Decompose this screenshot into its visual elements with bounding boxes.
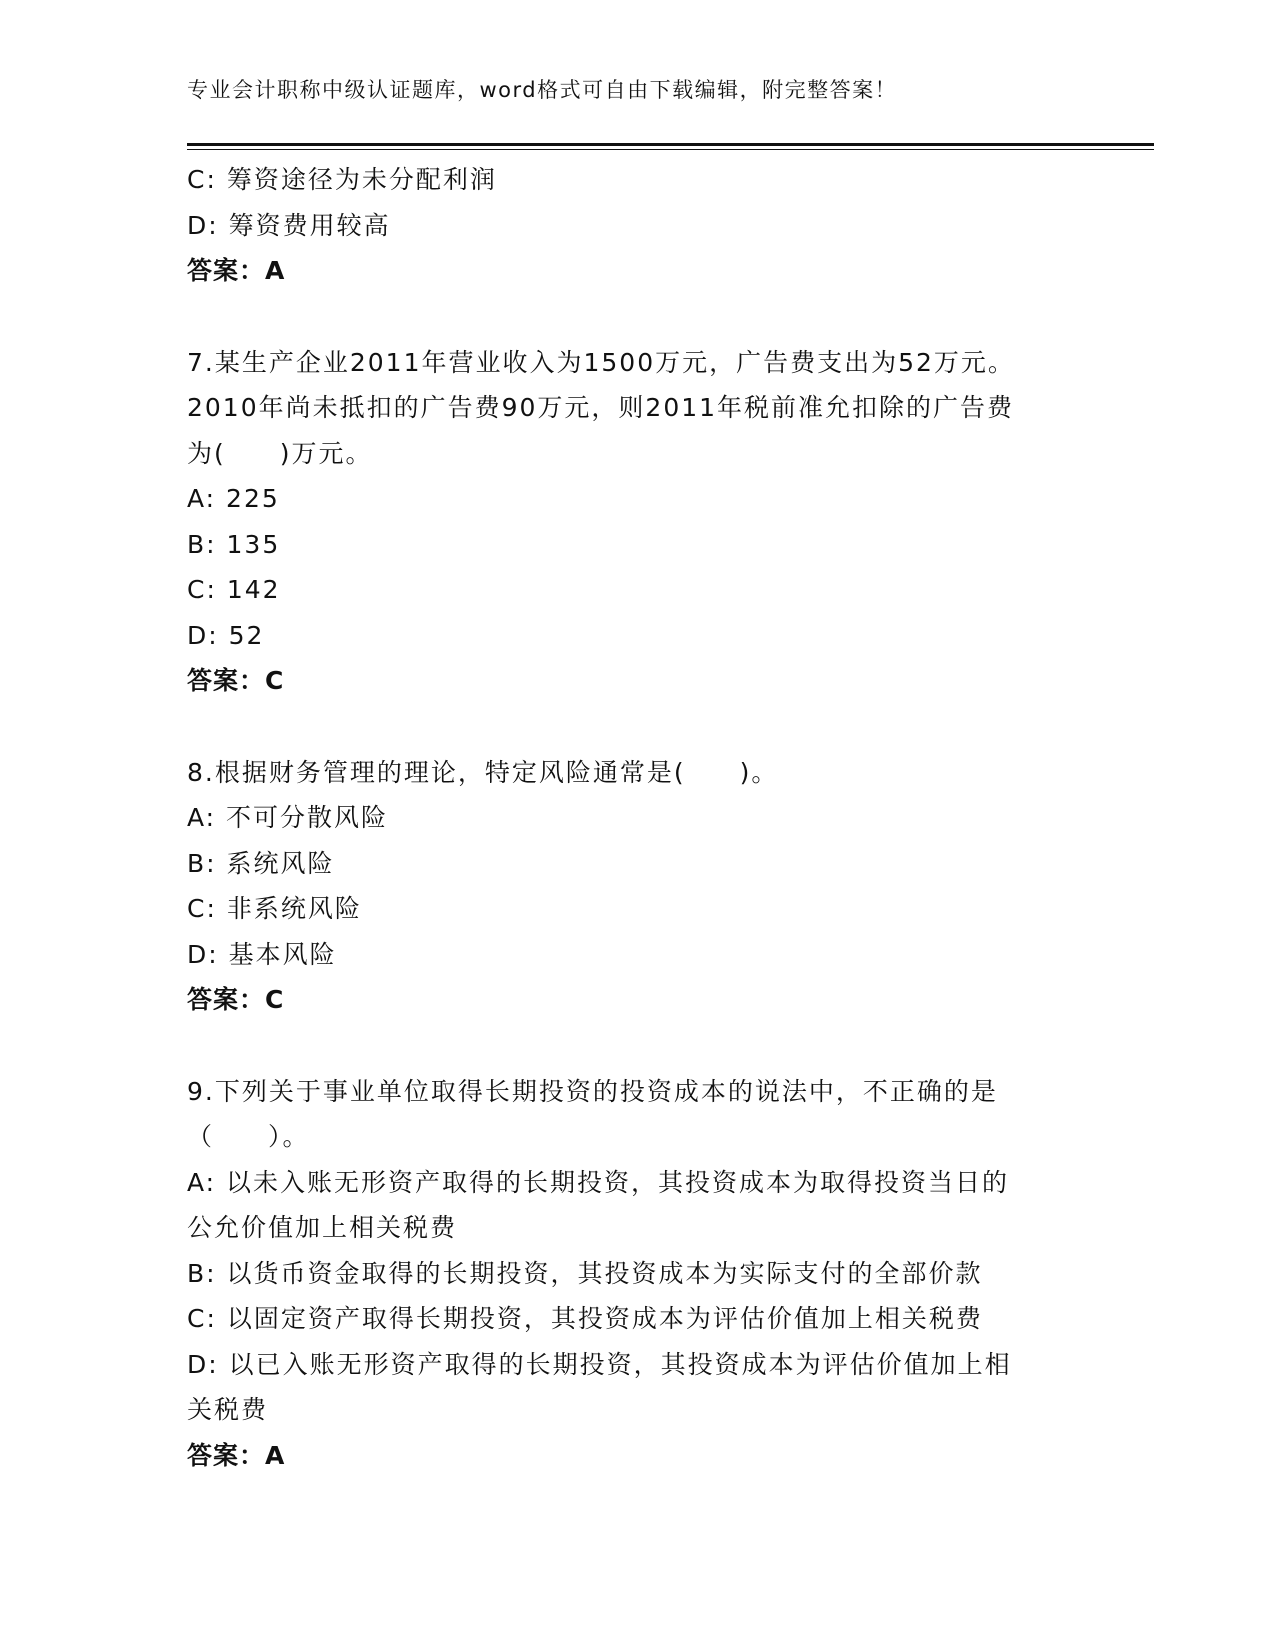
question-8 [187, 750, 1087, 1023]
option-line: B: 系统风险 [187, 848, 335, 878]
question-stem: 8.根据财务管理的理论，特定风险通常是( )。 [187, 757, 779, 787]
option-line: A: 225 [187, 484, 280, 513]
option-line: D: 以已入账无形资产取得的长期投资，其投资成本为评估价值加上相 [187, 1349, 1012, 1379]
answer-line: 答案：C [187, 666, 285, 695]
option-line: B: 135 [187, 529, 281, 559]
question-content [187, 157, 1087, 1478]
option-line: A: 不可分散风险 [187, 803, 389, 832]
question-stem: 9.下列关于事业单位取得长期投资的投资成本的说法中，不正确的是 [187, 1076, 998, 1106]
option-line: C: 142 [187, 575, 281, 604]
answer-line: 答案：C [187, 985, 285, 1014]
option-line: C: 非系统风险 [187, 894, 362, 923]
option-line: 公允价值加上相关税费 [187, 1213, 458, 1242]
answer-line: 答案：A [187, 1440, 286, 1470]
page-header: 专业会计职称中级认证题库，word格式可自由下载编辑，附完整答案！ [187, 78, 898, 102]
option-line: D: 基本风险 [187, 939, 337, 969]
option-line: D: 筹资费用较高 [187, 210, 391, 240]
option-line: D: 52 [187, 620, 265, 650]
header-rule-thin [187, 149, 1154, 150]
spacer [187, 294, 1087, 340]
option-line: 关税费 [187, 1395, 269, 1424]
prev-question-block [187, 157, 1087, 294]
option-line: A: 以未入账无形资产取得的长期投资，其投资成本为取得投资当日的 [187, 1167, 1010, 1197]
header-rule-thick [187, 143, 1154, 146]
option-line: B: 以货币资金取得的长期投资，其投资成本为实际支付的全部价款 [187, 1258, 983, 1288]
option-line: C: 以固定资产取得长期投资，其投资成本为评估价值加上相关税费 [187, 1304, 983, 1333]
spacer [187, 704, 1087, 750]
question-9 [187, 1069, 1087, 1479]
question-7 [187, 340, 1087, 704]
spacer [187, 1023, 1087, 1069]
answer-line: 答案：A [187, 256, 286, 285]
option-line: C: 筹资途径为未分配利润 [187, 165, 497, 194]
question-stem: 为( )万元。 [187, 438, 373, 468]
question-stem: 7.某生产企业2011年营业收入为1500万元，广告费支出为52万元。 [187, 347, 1015, 377]
question-stem: （ ）。 [187, 1122, 310, 1151]
question-stem: 2010年尚未抵扣的广告费90万元，则2011年税前准允扣除的广告费 [187, 393, 1015, 422]
